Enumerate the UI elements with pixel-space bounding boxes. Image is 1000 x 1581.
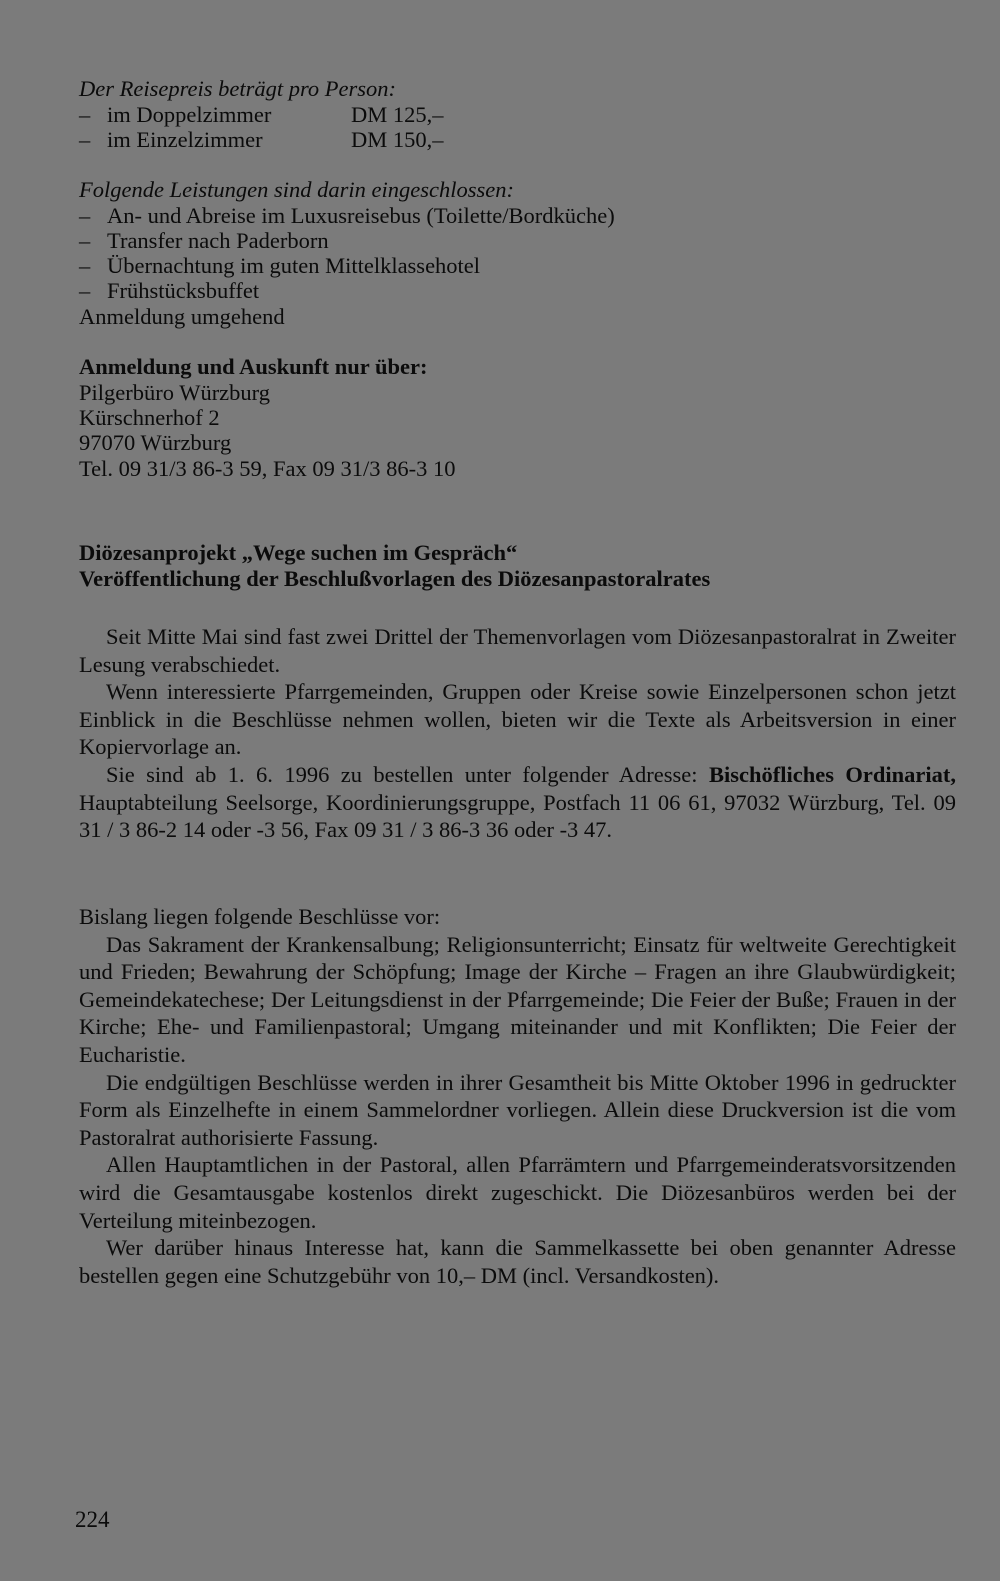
price-row-single: – im Einzelzimmer DM 150,– [79,127,444,152]
contact-heading: Anmeldung und Auskunft nur über: [79,354,428,379]
paragraph: Wer darüber hinaus Interesse hat, kann die Sammelkassette bei oben genannter Adresse bestellen gegen eine Schutzgebühr von 10,– DM (incl. Versandkosten). [79,1235,956,1288]
article-subtitle: Veröffentlichung der Beschlußvorlagen des Diözesanpastoralrates [79,566,711,591]
paragraph: Das Sakrament der Krankensalbung; Religionsunterricht; Einsatz für weltweite Gerechtigkeit und Frieden; Bewahrung der Schöpfung; Image der Kirche – Fragen an ihre Glaubwürdigkeit; Gemeindekatechese; Der Leitungsdienst in der Pfarrgemeinde; Die Feier der Buße; Frauen in der Kirche; Ehe- und Familienpastoral; Umgang miteinander und mit Konflikten; Die Feier der Eucharistie. [79,931,956,1067]
service-item: – An- und Abreise im Luxusreisebus (Toilette/Bordküche) [79,203,615,228]
registration-note: Anmeldung umgehend [79,304,285,329]
service-item: – Transfer nach Paderborn [79,228,329,253]
contact-line: 97070 Würzburg [79,430,232,455]
services-heading: Folgende Leistungen sind darin eingeschlossen: [79,177,514,202]
price-row-double: – im Doppelzimmer DM 125,– [79,102,444,127]
price-heading: Der Reisepreis beträgt pro Person: [79,76,397,101]
paragraph: Allen Hauptamtlichen in der Pastoral, allen Pfarrämtern und Pfarrgemeinderatsvorsitzenden wird die Gesamtausgabe kostenlos direkt zugeschickt. Die Diözesanbüros werden bei der Verteilung miteinbezogen. [79,1152,956,1233]
price-value: DM 150,– [351,127,444,152]
service-item: – Übernachtung im guten Mittelklassehotel [79,253,481,278]
paragraph: Wenn interessierte Pfarrgemeinden, Gruppen oder Kreise sowie Einzelpersonen schon jetzt Einblick in die Beschlüsse nehmen wollen, bieten wir die Texte als Arbeitsversion in einer Kopiervorlage an. [79,679,956,760]
ordinariat-bold: Bischöfliches Ordinariat, [708,761,956,787]
price-value: DM 125,– [351,102,444,127]
service-item: – Frühstücksbuffet [79,278,260,303]
article-body-2 [79,903,956,1289]
price-label: im Doppelzimmer [107,102,272,127]
article-title: Diözesanprojekt „Wege suchen im Gespräch“ [79,540,518,565]
price-label: im Einzelzimmer [107,127,263,152]
contact-line: Tel. 09 31/3 86-3 59, Fax 09 31/3 86-3 10 [79,456,456,481]
contact-line: Kürschnerhof 2 [79,405,220,430]
article-body-1 [79,623,956,844]
paragraph: Seit Mitte Mai sind fast zwei Drittel der Themenvorlagen vom Diözesanpastoralrat in Zweiter Lesung verabschiedet. [79,624,956,677]
page-number: 224 [75,1507,110,1532]
contact-line: Pilgerbüro Würzburg [79,380,271,405]
paragraph: Sie sind ab 1. 6. 1996 zu bestellen unter folgender Adresse: Bischöfliches Ordinariat, Hauptabteilung Seelsorge, Koordinierungsgruppe, Postfach 11 06 61, 97032 Würzburg, Tel. 09 31 / 3 86-2 14 oder -3 56, Fax 09 31 / 3 86-3 36 oder -3 47. [79,761,956,843]
list-intro: Bislang liegen folgende Beschlüsse vor: [79,904,441,929]
paragraph: Die endgültigen Beschlüsse werden in ihrer Gesamtheit bis Mitte Oktober 1996 in gedruckter Form als Einzelhefte in einem Sammelordner vorliegen. Allein diese Druckversion ist die vom Pastoralrat authorisierte Fassung. [79,1069,956,1150]
